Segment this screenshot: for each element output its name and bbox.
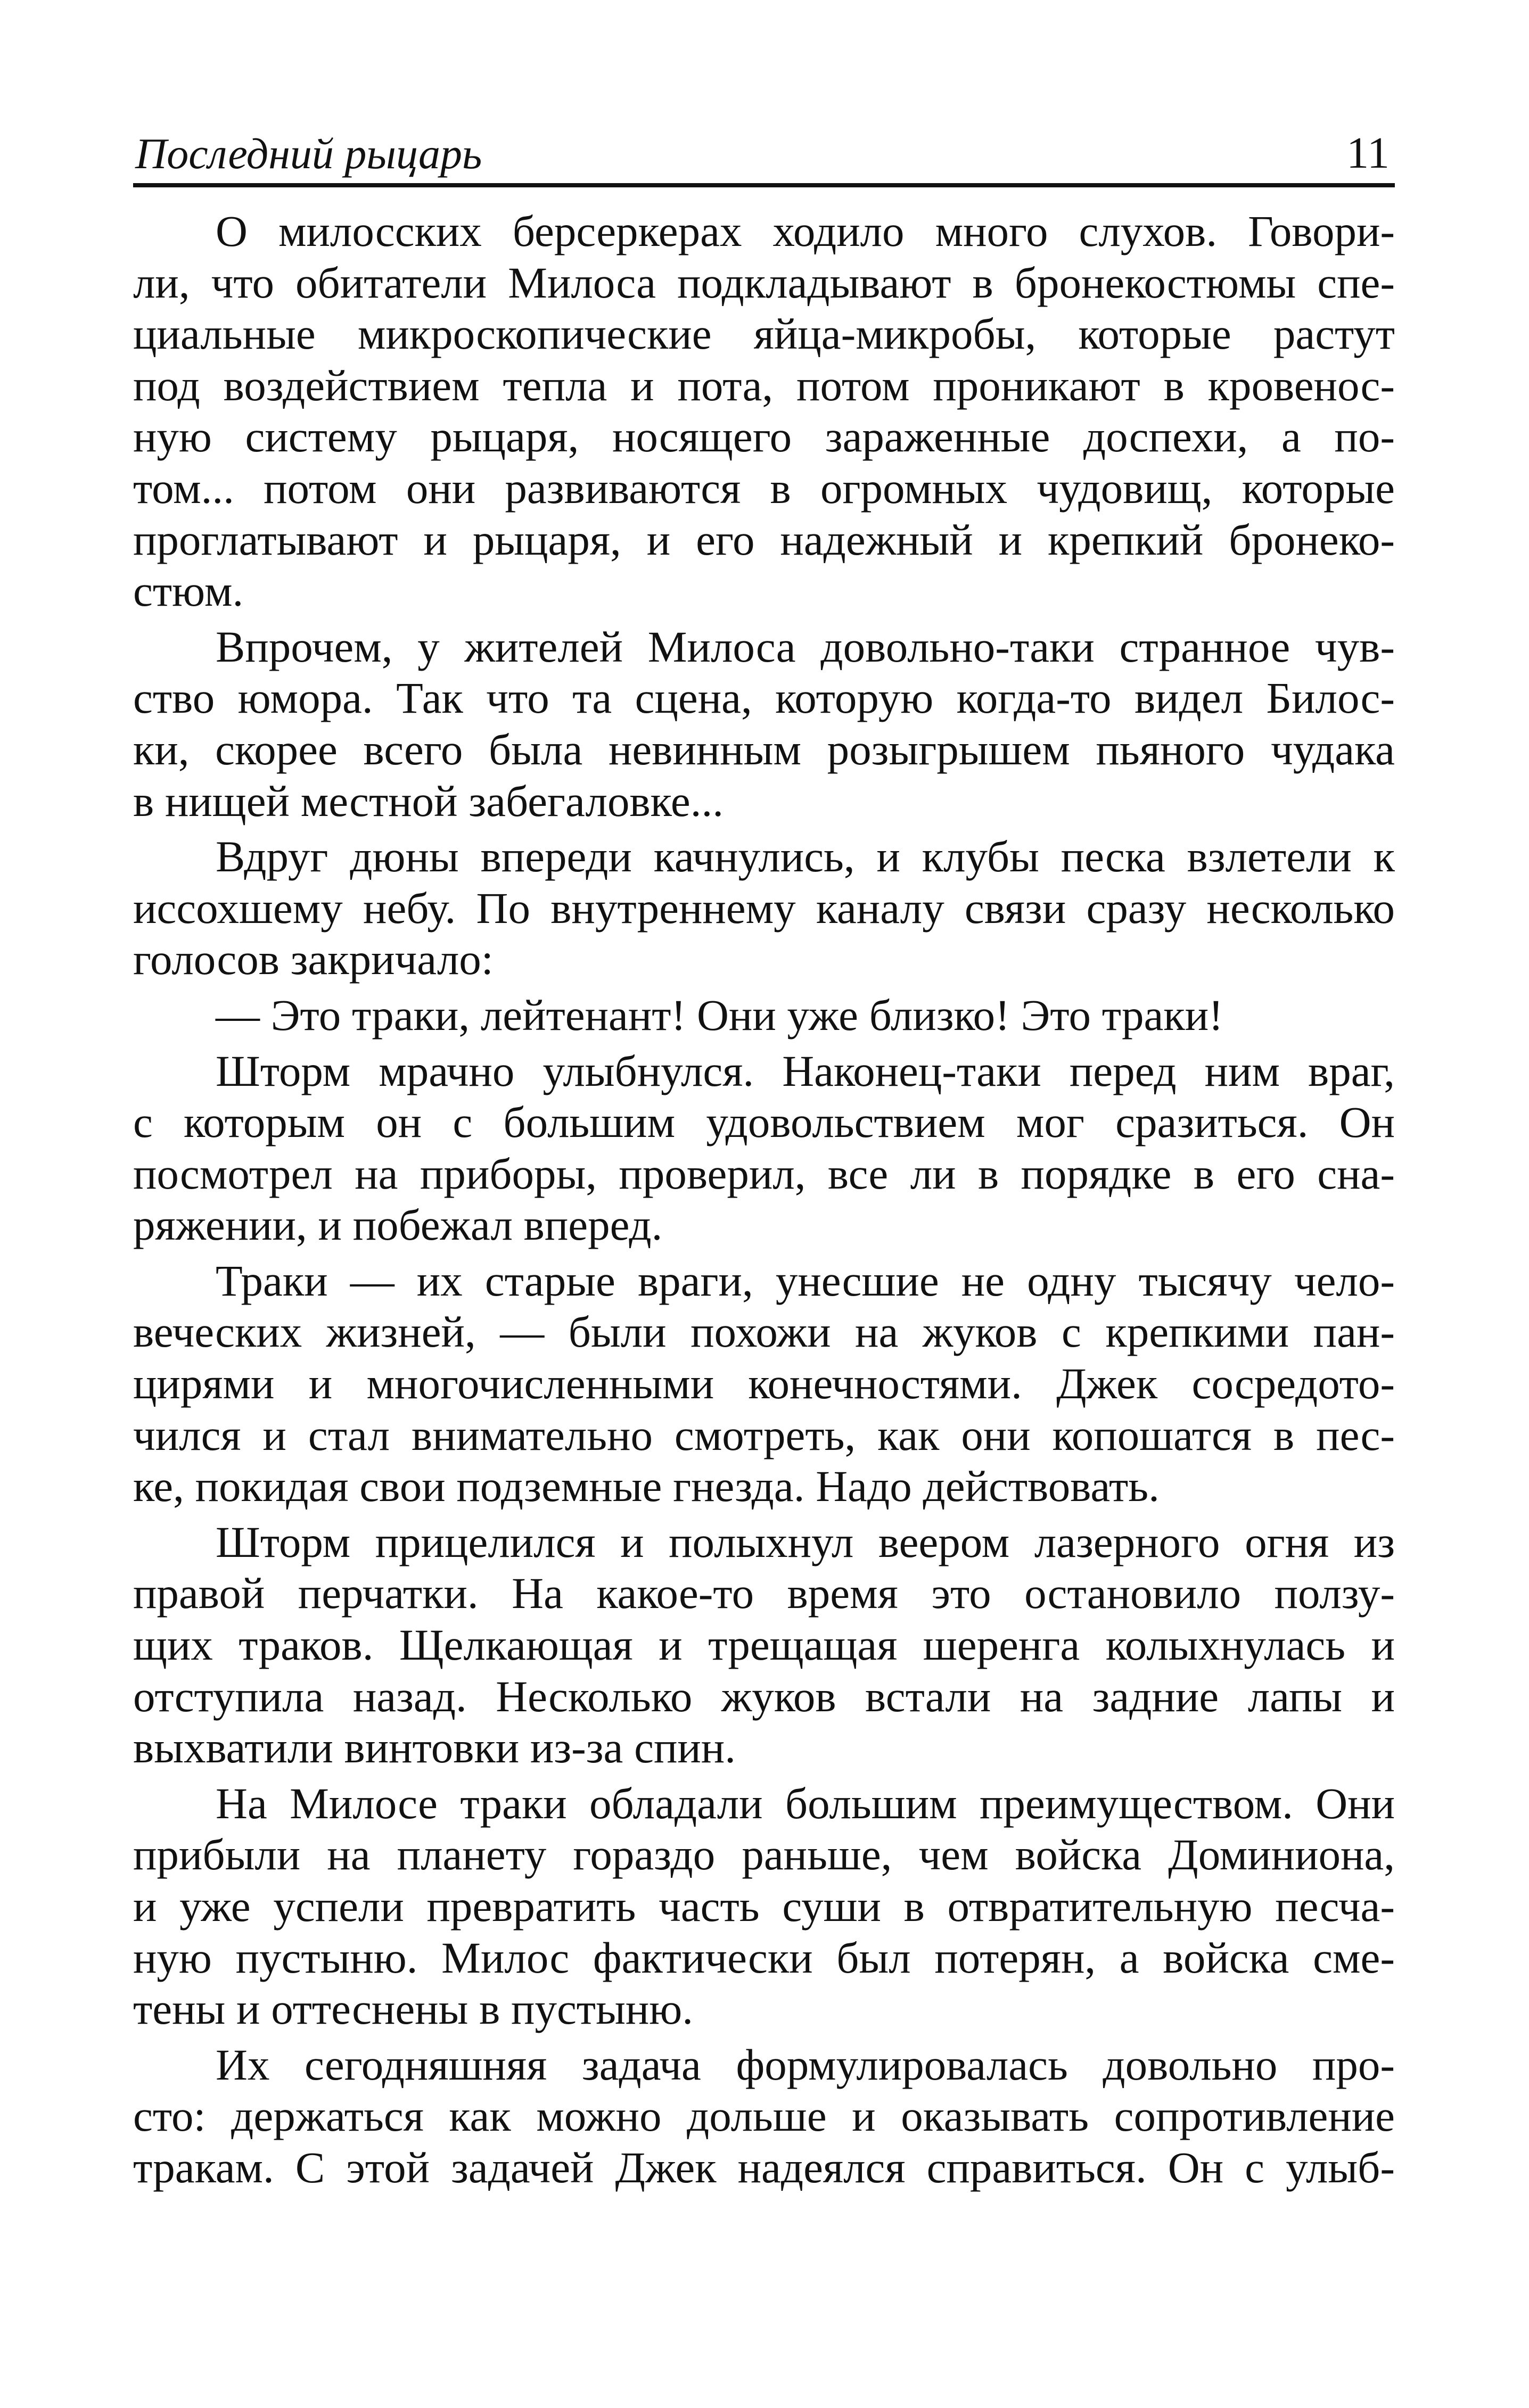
text-line: Шторм мрачно улыбнулся. Наконец-таки перед ним враг, [216,1046,1395,1095]
body-text [133,205,1395,2193]
page-header [133,117,1395,176]
paragraph [133,2039,1395,2193]
text-line: ки, скорее всего была невинным розыгрышем пьяного чудака [133,724,1395,774]
paragraph [133,205,1395,617]
text-line: отступила назад. Несколько жуков встали на задние лапы и [133,1671,1395,1721]
header-rule [133,183,1395,187]
text-line: под воздействием тепла и пота, потом проникают в кровенос- [133,360,1395,410]
text-line: циальные микроскопические яйца-микробы, которые растут [133,309,1395,359]
text-line: На Милосе траки обладали большим преимуществом. Они [216,1778,1395,1828]
text-line: О милосских берсеркерах ходило много слухов. Говори- [216,207,1395,255]
text-line: правой перчатки. На какое-то время это остановило ползу- [133,1569,1395,1618]
paragraph [133,621,1395,827]
text-line: с которым он с большим удовольствием мог сразиться. Он [133,1098,1395,1147]
text-line: цирями и многочисленными конечностями. Джек сосредото- [133,1359,1395,1408]
text-line: стюм. [133,566,244,616]
text-line: проглатывают и рыцаря, и его надежный и крепкий бронеко- [133,515,1395,564]
text-line: ную систему рыцаря, носящего зараженные доспехи, а по- [133,412,1395,461]
page-number: 11 [1346,128,1390,178]
text-line: в нищей местной забегаловке... [133,776,724,826]
text-line: посмотрел на приборы, проверил, все ли в порядке в его сна- [133,1149,1395,1198]
running-title: Последний рыцарь [135,129,482,178]
paragraph [133,1255,1395,1512]
text-line: ную пустыню. Милос фактически был потерян, а войска сме- [133,1933,1395,1982]
text-line: ли, что обитатели Милоса подкладывают в бронекостюмы спе- [133,258,1395,307]
text-line: чился и стал внимательно смотреть, как они копошатся в пес- [133,1410,1395,1459]
text-line: ряжении, и побежал вперед. [133,1200,663,1250]
text-line: голосов закричало: [133,935,494,984]
paragraph [133,831,1395,985]
text-line: том... потом они развиваются в огромных чудовищ, которые [133,463,1395,513]
text-line: сто: держаться как можно дольше и оказывать сопротивление [133,2091,1395,2141]
text-line: щих траков. Щелкающая и трещащая шеренга колыхнулась и [133,1620,1395,1670]
text-line: и уже успели превратить часть суши в отвратительную песча- [133,1882,1395,1931]
text-line: ке, покидая свои подземные гнезда. Надо действовать. [133,1462,1160,1511]
text-line: прибыли на планету гораздо раньше, чем войска Доминиона, [133,1830,1395,1879]
paragraph [133,1516,1395,1774]
text-line: тены и оттеснены в пустыню. [133,1984,694,2034]
text-line: Впрочем, у жителей Милоса довольно-таки странное чув- [216,622,1395,671]
text-line: Траки — их старые враги, унесшие не одну тысячу чело- [216,1256,1395,1305]
text-line: выхватили винтовки из-за спин. [133,1723,736,1772]
paragraph [133,989,1395,1041]
text-line: Их сегодняшняя задача формулировалась довольно про- [216,2040,1395,2089]
text-line: — Это траки, лейтенант! Они уже близко! Это траки! [216,990,1223,1040]
text-line: веческих жизней, — были похожи на жуков с крепкими пан- [133,1307,1395,1357]
text-line: Шторм прицелился и полыхнул веером лазерного огня из [216,1517,1395,1566]
paragraph [133,1045,1395,1251]
text-line: ство юмора. Так что та сцена, которую когда-то видел Билос- [133,673,1395,723]
text-line: Вдруг дюны впереди качнулись, и клубы песка взлетели к [216,832,1395,881]
paragraph [133,1778,1395,2035]
text-line: тракам. С этой задачей Джек надеялся справиться. Он с улыб- [133,2142,1395,2192]
book-page [133,117,1395,2198]
text-line: иссохшему небу. По внутреннему каналу связи сразу несколько [133,883,1395,933]
